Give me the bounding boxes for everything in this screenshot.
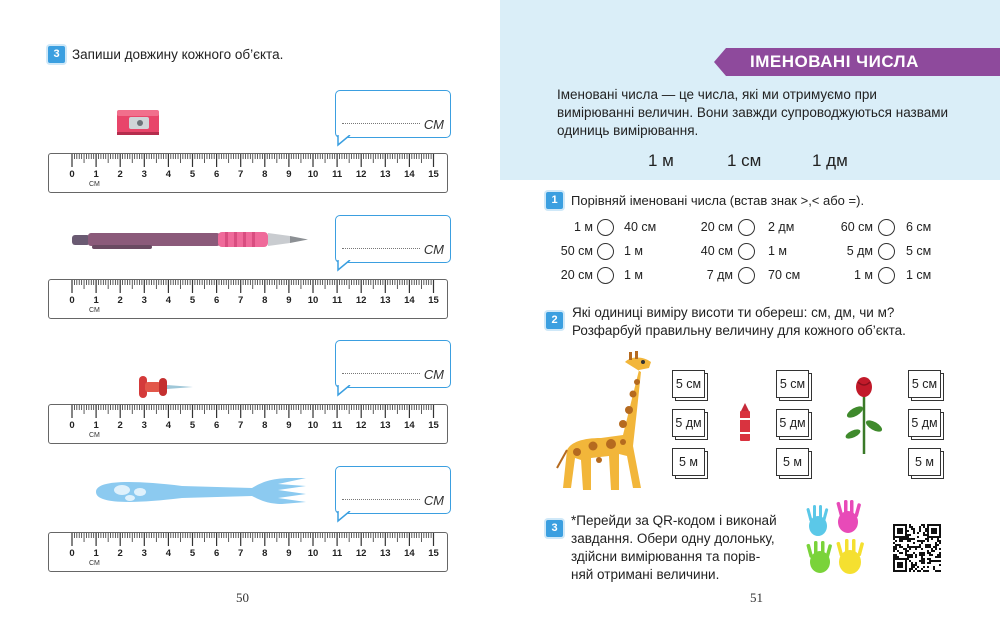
ruler-number: 6 [213,295,220,306]
answer-line[interactable] [342,499,420,500]
page-number-left: 50 [236,590,249,605]
ruler-number: 14 [404,420,415,431]
ruler-number: 4 [165,420,172,431]
ruler-number: 9 [286,420,292,431]
fork-icon [92,472,312,517]
ruler-number: 8 [262,548,268,559]
answer-box-2[interactable] [335,215,451,263]
ruler-unit-label: СМ [89,432,100,439]
ruler-number: 10 [307,169,319,180]
ruler-number: 0 [69,169,75,180]
ruler-number: 13 [380,295,391,306]
compare-right-value: 70 см [768,268,801,282]
ruler-number: 0 [69,420,75,431]
answer-box-4[interactable] [335,466,451,514]
compare-sign-circle[interactable] [597,219,614,236]
ruler-number: 9 [286,548,292,559]
ruler-number: 15 [428,295,439,306]
compare-right-value: 2 дм [768,220,795,234]
ruler-number: 14 [404,548,415,559]
compare-right-value: 1 см [906,268,932,282]
ruler-number: 1 [93,295,99,306]
task2-instruction-line1: Які одиниці виміру висоти ти обереш: см, дм, чи м? [572,305,895,320]
ruler-number: 5 [189,295,196,306]
ruler-number: 13 [380,420,391,431]
ruler-number: 11 [332,548,343,559]
ruler-number: 5 [189,548,196,559]
task3-number-badge: 3 [48,46,65,63]
compare-left-value: 20 см [560,268,593,282]
ruler-number: 10 [307,295,319,306]
speech-tail-icon [336,260,356,272]
ruler-number: 10 [307,420,319,431]
ruler-4 [48,532,448,572]
ruler-number: 2 [117,420,123,431]
unit-option-box[interactable]: 5 м [672,448,705,476]
answer-unit-label: СМ [423,367,444,382]
ruler-number: 12 [355,548,367,559]
ruler-number: 14 [404,295,415,306]
answer-box-1[interactable] [335,90,451,138]
unit-option-box[interactable]: 5 дм [672,409,705,437]
ruler-number: 7 [238,548,244,559]
ruler-number: 1 [93,548,99,559]
ruler-number: 7 [238,420,244,431]
compare-sign-circle[interactable] [878,267,895,284]
compare-left-value: 60 см [840,220,873,234]
compare-sign-circle[interactable] [597,267,614,284]
crayon-icon [738,402,752,447]
ruler-number: 12 [355,169,367,180]
compare-left-value: 1 м [573,220,593,234]
ruler-number: 3 [141,548,147,559]
compare-left-value: 1 м [853,268,873,282]
answer-line[interactable] [342,373,420,374]
compare-sign-circle[interactable] [738,267,755,284]
ruler-unit-label: СМ [89,560,100,567]
answer-box-3[interactable] [335,340,451,388]
colorful-hands-icon [800,500,872,587]
sharpener-icon [113,105,163,144]
compare-left-value: 7 дм [706,268,733,282]
compare-left-value: 20 см [700,220,733,234]
ruler-number: 1 [93,420,99,431]
compare-right-value: 1 м [624,268,644,282]
rose-icon [843,376,885,461]
ruler-3 [48,404,448,444]
ruler-number: 8 [262,420,268,431]
task2-instruction-line2: Розфарбуй правильну величину для кожного об’єкта. [572,323,906,338]
ruler-number: 8 [262,169,268,180]
compare-left-value: 50 см [560,244,593,258]
pen-icon [68,228,313,257]
giraffe-icon [553,350,658,500]
unit-option-box[interactable]: 5 см [776,370,809,398]
ruler-number: 2 [117,169,123,180]
example-value: 1 см [727,151,762,170]
task1-number-badge: 1 [546,192,563,209]
ruler-number: 13 [380,169,391,180]
ruler-number: 1 [93,169,99,180]
ruler-number: 7 [238,169,244,180]
ruler-2 [48,279,448,319]
compare-right-value: 40 см [624,220,657,234]
ruler-number: 15 [428,169,439,180]
answer-line[interactable] [342,123,420,124]
ruler-number: 12 [355,420,367,431]
compare-sign-circle[interactable] [738,243,755,260]
speech-tail-icon [336,135,356,147]
answer-line[interactable] [342,248,420,249]
compare-right-value: 5 см [906,244,932,258]
task3-instruction: Запиши довжину кожного об’єкта. [72,47,284,62]
ruler-number: 15 [428,548,439,559]
unit-option-box[interactable]: 5 м [908,448,941,476]
ruler-number: 13 [380,548,391,559]
ruler-number: 14 [404,169,415,180]
example-value: 1 м [648,151,674,170]
compare-left-value: 40 см [700,244,733,258]
compare-right-value: 6 см [906,220,932,234]
ruler-number: 11 [332,420,343,431]
ruler-number: 5 [189,169,196,180]
qr-code-icon[interactable] [893,524,941,577]
ruler-number: 6 [213,420,220,431]
task3-right-number-badge: 3 [546,520,563,537]
speech-tail-icon [336,385,356,397]
compare-right-value: 1 м [624,244,644,258]
compare-sign-circle[interactable] [738,219,755,236]
compare-sign-circle[interactable] [597,243,614,260]
unit-option-box[interactable]: 5 дм [908,409,941,437]
ruler-number: 4 [165,295,172,306]
unit-option-box[interactable]: 5 м [776,448,809,476]
ruler-number: 4 [165,169,172,180]
ruler-number: 3 [141,295,147,306]
compare-right-value: 1 м [768,244,788,258]
unit-option-box[interactable]: 5 см [672,370,705,398]
ruler-number: 2 [117,548,123,559]
ruler-number: 8 [262,295,268,306]
compare-left-value: 5 дм [846,244,873,258]
answer-unit-label: СМ [423,242,444,257]
ruler-unit-label: СМ [89,307,100,314]
compare-sign-circle[interactable] [878,243,895,260]
task3-right-instruction: *Перейди за QR-кодом і виконай завдання. Обери одну долоньку, здійсни вимірювання та порів- няй отримані величини. [571,513,777,582]
page-number-right: 51 [750,590,763,605]
ruler-number: 3 [141,420,147,431]
ruler-1 [48,153,448,193]
ruler-number: 6 [213,169,220,180]
task2-number-badge: 2 [546,312,563,329]
pushpin-icon [135,372,197,407]
ruler-number: 7 [238,295,244,306]
ruler-number: 3 [141,169,147,180]
ruler-number: 0 [69,295,75,306]
ruler-number: 2 [117,295,123,306]
ruler-number: 10 [307,548,319,559]
ruler-number: 12 [355,295,367,306]
ruler-number: 15 [428,420,439,431]
definition-text: Іменовані числа — це числа, які ми отримуємо при вимірюванні величин. Вони завжди супроводжуються назвами одиниць вимірювання. [557,87,949,138]
ruler-number: 0 [69,548,75,559]
answer-unit-label: СМ [423,117,444,132]
title-notch [714,48,726,76]
task1-instruction: Порівняй іменовані числа (встав знак >,< або =). [571,193,865,208]
example-value: 1 дм [812,151,848,170]
answer-unit-label: СМ [423,493,444,508]
ruler-unit-label: СМ [89,181,100,188]
compare-sign-circle[interactable] [878,219,895,236]
section-title: ІМЕНОВАНІ ЧИСЛА [714,48,1000,76]
ruler-number: 9 [286,169,292,180]
ruler-number: 4 [165,548,172,559]
speech-tail-icon [336,511,356,523]
ruler-number: 9 [286,295,292,306]
ruler-number: 11 [332,295,343,306]
unit-option-box[interactable]: 5 дм [776,409,809,437]
unit-option-box[interactable]: 5 см [908,370,941,398]
ruler-number: 11 [332,169,343,180]
ruler-number: 6 [213,548,220,559]
ruler-number: 5 [189,420,196,431]
